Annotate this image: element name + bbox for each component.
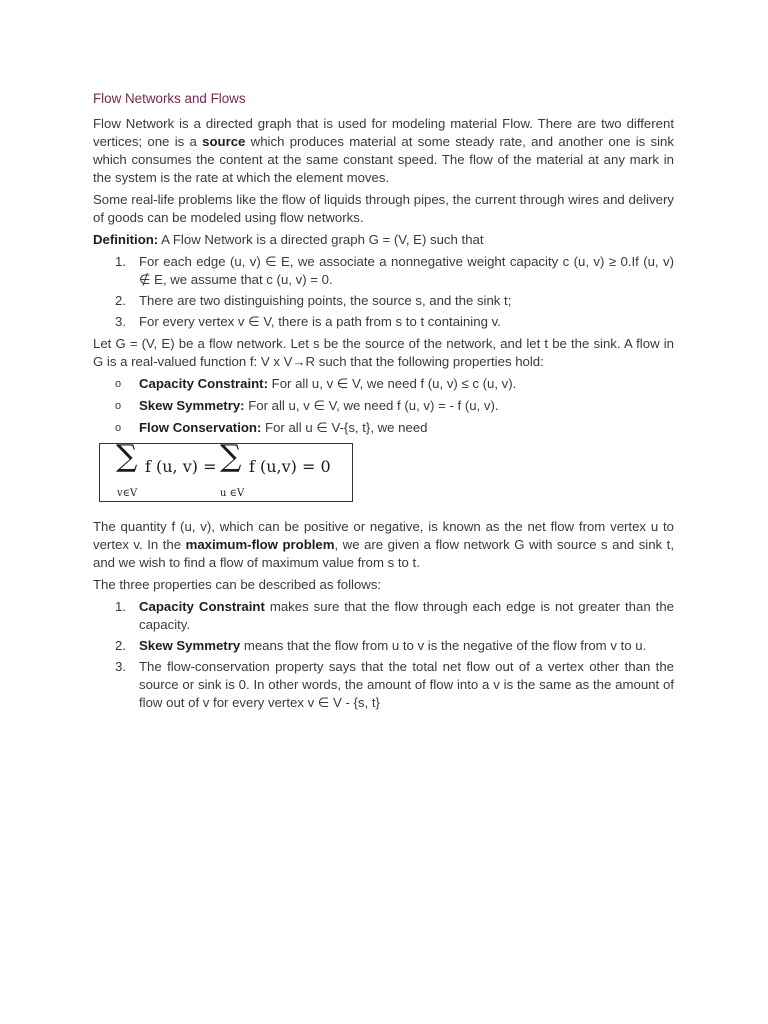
explanation-list — [93, 598, 674, 712]
bullet-icon: o — [115, 400, 122, 412]
list-item: o Capacity Constraint: For all u, v ∈ V, we need f (u, v) ≤ c (u, v). — [115, 376, 517, 391]
list-item: 2. There are two distinguishing points, the source s, and the sink t; — [115, 293, 512, 308]
sum-subscript: u ∈V — [220, 488, 245, 499]
sum-symbol: ∑ — [220, 439, 242, 474]
max-flow-term: maximum-flow problem — [185, 537, 335, 552]
formula-right-term: f (u,v) = 0 — [249, 457, 331, 476]
examples-paragraph: Some real-life problems like the flow of liquids through pipes, the current through wires and delivery of goods can be modeled using flow networks. — [93, 192, 674, 225]
bullet-icon: o — [115, 378, 122, 390]
definition-paragraph: Definition: A Flow Network is a directed graph G = (V, E) such that — [93, 232, 484, 247]
source-term: source — [202, 134, 246, 149]
list-item: 1. For each edge (u, v) ∈ E, we associate a nonnegative weight capacity c (u, v) ≥ 0.If (u, v) ∉ E, we assume that c (u, v) = 0. — [115, 254, 674, 287]
list-item: 3. The flow-conservation property says that the total net flow out of a vertex other than the source or sink is 0. In other words, the amount of flow into a v is the same as the amount of flow out of v for every vertex v ∈ V - {s, t} — [115, 659, 674, 710]
sum-subscript: v∈V — [117, 488, 138, 499]
definition-label: Definition: — [93, 232, 159, 247]
document-page — [93, 90, 674, 716]
list-item: o Flow Conservation: For all u ∈ V-{s, t}, we need — [115, 420, 428, 435]
list-item: 2. Skew Symmetry means that the flow from u to v is the negative of the flow from v to u. — [115, 638, 647, 653]
formula-left-term: f (u, v) = — [145, 457, 217, 476]
properties-intro-paragraph: The three properties can be described as follows: — [93, 577, 382, 592]
list-item: o Skew Symmetry: For all u, v ∈ V, we need f (u, v) = - f (u, v). — [115, 398, 499, 413]
net-flow-paragraph: The quantity f (u, v), which can be positive or negative, is known as the net flow from vertex u to vertex v. In the maximum-flow problem, we are given a flow network G with source s and sink t, and we wish to find a flow of maximum value from s to t. — [93, 519, 674, 570]
bullet-icon: o — [115, 422, 122, 434]
list-item: 3. For every vertex v ∈ V, there is a path from s to t containing v. — [115, 314, 501, 329]
section-heading: Flow Networks and Flows — [93, 91, 246, 106]
definition-list — [93, 253, 674, 331]
sum-symbol: ∑ — [116, 439, 138, 474]
list-item: 1. Capacity Constraint makes sure that the flow through each edge is not greater than the capacity. — [115, 599, 674, 632]
flow-definition-paragraph: Let G = (V, E) be a flow network. Let s be the source of the network, and let t be the sink. A flow in G is a real-valued function f: V x V→R such that the following properties hold: — [93, 336, 674, 369]
properties-list — [93, 375, 674, 437]
flow-conservation-formula — [99, 439, 353, 502]
intro-paragraph: Flow Network is a directed graph that is used for modeling material Flow. There are two different vertices; one is a source which produces material at some steady rate, and another one is sink which consumes the content at the same constant speed. The flow of the material at any mark in the system is the rate at which the element moves. — [93, 116, 674, 185]
